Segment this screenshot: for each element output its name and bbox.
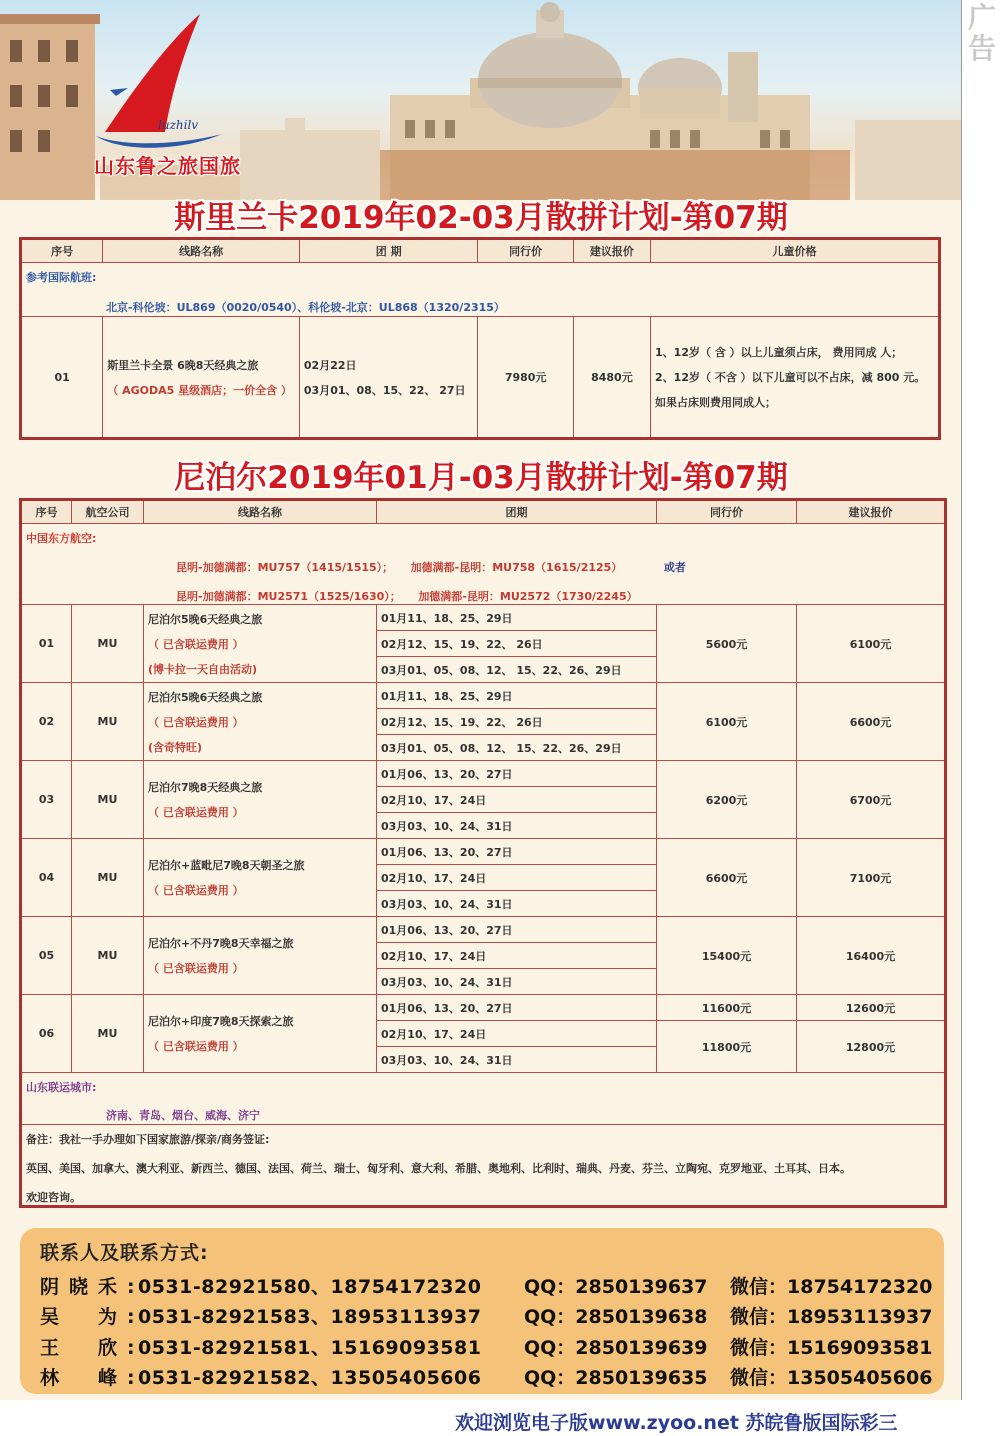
nepal-city-row (21, 1073, 946, 1125)
contact-qq: QQ：2850139635 (524, 1367, 708, 1389)
srilanka-header-row (21, 239, 940, 263)
contact-phone: 0531-82921583、18953113937 (138, 1306, 482, 1328)
row-airline: MU (72, 839, 144, 917)
row-no: 04 (21, 839, 72, 917)
route-note: （ 已含联运费用 ） (148, 806, 244, 819)
row-no: 02 (21, 683, 72, 761)
remark-title: 备注：我社一手办理如下国家旅游/探亲/商务签证: (26, 1133, 270, 1146)
contact-name: 吴 为: (40, 1306, 145, 1328)
ad-label: 广告 (967, 1, 996, 65)
city-list: 济南、青岛、烟台、威海、济宁 (106, 1109, 260, 1122)
nepal-rows (21, 605, 946, 1073)
row-no: 05 (21, 917, 72, 995)
row-date: 02月12、15、19、22、 26日 (377, 631, 657, 657)
row-no: 06 (21, 995, 72, 1073)
row-airline: MU (72, 605, 144, 683)
row-suggest-price: 6600元 (797, 683, 946, 761)
contact-wechat: 微信：13505405606 (730, 1367, 933, 1389)
row-suggest-price: 12600元 (797, 995, 946, 1021)
nepal-table (19, 498, 947, 1208)
header-route: 线路名称 (144, 500, 377, 524)
row-child-price (651, 317, 940, 439)
contact-phone: 0531-82921582、13505405606 (138, 1367, 482, 1389)
row-date: 01月11、18、25、29日 (377, 605, 657, 631)
row-route (144, 917, 377, 995)
route-name: 尼泊尔+蓝毗尼7晚8天朝圣之旅 (148, 859, 305, 872)
table-row (21, 605, 946, 631)
route-note: （ 已含联运费用 ） (148, 637, 244, 651)
row-suggest-price: 8480元 (573, 317, 650, 439)
flight1-back: 加德满都-昆明：MU758（1615/2125） (410, 561, 623, 574)
row-date: 02月10、17、24日 (377, 787, 657, 813)
header-route: 线路名称 (103, 239, 300, 263)
child-line2: 2、12岁（ 不含 ）以下儿童可以不占床，减 800 元。 (655, 371, 926, 384)
row-peer-price: 11800元 (657, 1021, 797, 1073)
row-date: 01月11、18、25、29日 (377, 683, 657, 709)
flight1-out: 昆明-加德满都：MU757（1415/1515）； (176, 561, 394, 574)
contact-heading: 联系人及联系方式: (40, 1242, 209, 1264)
row-no: 01 (21, 605, 72, 683)
flight-or: 或者 (663, 561, 686, 574)
row-suggest-price: 16400元 (797, 917, 946, 995)
header-dates: 团 期 (299, 239, 478, 263)
header-peer-price: 同行价 (478, 239, 573, 263)
remark-countries: 英国、美国、加拿大、澳大利亚、新西兰、德国、法国、荷兰、瑞士、匈牙利、意大利、希腊、奥地利、比利时、瑞典、丹麦、芬兰、立陶宛、克罗地亚、土耳其、日本。 (26, 1162, 851, 1175)
nepal-remark-row (21, 1125, 946, 1207)
row-route (144, 761, 377, 839)
row-date: 03月03、10、24、31日 (377, 1047, 657, 1073)
table-row (21, 995, 946, 1021)
flight-note-title: 参考国际航班: (26, 271, 97, 284)
route-name: 尼泊尔+印度7晚8天探索之旅 (148, 1015, 294, 1028)
row-date: 02月10、17、24日 (377, 865, 657, 891)
header-peer-price: 同行价 (657, 500, 797, 524)
row-peer-price: 6600元 (657, 839, 797, 917)
srilanka-flight-row (21, 263, 940, 317)
table-row (21, 761, 946, 787)
contact-name: 王 欣: (40, 1337, 145, 1359)
flight-note-line: 北京-科伦坡：UL869（0020/0540）、科伦坡-北京：UL868（1320/2315） (106, 301, 505, 314)
table-row (21, 683, 946, 709)
row-date: 01月06、13、20、27日 (377, 839, 657, 865)
row-route (103, 317, 300, 439)
flight2-out: 昆明-加德满都：MU2571（1525/1630）； (176, 590, 401, 603)
row-peer-price: 7980元 (478, 317, 573, 439)
contact-qq: QQ：2850139637 (524, 1276, 708, 1298)
row-date: 01月06、13、20、27日 (377, 995, 657, 1021)
header-airline: 航空公司 (72, 500, 144, 524)
header-child-price: 儿童价格 (651, 239, 940, 263)
row-peer-price: 15400元 (657, 917, 797, 995)
row-suggest-price: 7100元 (797, 839, 946, 917)
row-airline: MU (72, 917, 144, 995)
flight2-back: 加德满都-昆明：MU2572（1730/2245） (418, 590, 638, 603)
contact-wechat: 微信：15169093581 (730, 1337, 933, 1359)
header-no: 序号 (21, 239, 103, 263)
row-date: 03月03、10、24、31日 (377, 969, 657, 995)
route-note: （ 已含联运费用 ） (148, 884, 244, 897)
row-date: 03月03、10、24、31日 (377, 813, 657, 839)
row-route (144, 605, 377, 683)
route-extra: (博卡拉一天自由活动) (148, 662, 258, 676)
row-suggest-price: 6100元 (797, 605, 946, 683)
row-no: 01 (21, 317, 103, 439)
route-line1: 斯里兰卡全景 6晚8天经典之旅 (107, 358, 259, 372)
route-note: （ 已含联运费用 ） (148, 962, 244, 975)
table-row (21, 317, 940, 439)
row-no: 03 (21, 761, 72, 839)
row-route (144, 839, 377, 917)
row-airline: MU (72, 995, 144, 1073)
row-dates (299, 317, 478, 439)
contact-qq: QQ：2850139638 (524, 1306, 708, 1328)
contact-qq: QQ：2850139639 (524, 1337, 708, 1359)
contact-phone: 0531-82921581、15169093581 (138, 1337, 482, 1359)
nepal-flight-row (21, 524, 946, 605)
srilanka-title: 斯里兰卡2019年02-03月散拼计划-第07期 (174, 200, 788, 236)
city-title: 山东联运城市: (26, 1081, 97, 1094)
header-no: 序号 (21, 500, 72, 524)
route-name: 尼泊尔5晚6天经典之旅 (148, 612, 263, 626)
contact-name: 阴晓禾: (40, 1276, 145, 1298)
row-peer-price: 6200元 (657, 761, 797, 839)
route-name: 尼泊尔5晚6天经典之旅 (148, 690, 263, 704)
child-line3: 如果占床则费用同成人； (655, 396, 777, 409)
table-row (21, 839, 946, 865)
nepal-title: 尼泊尔2019年01月-03月散拼计划-第07期 (174, 460, 788, 496)
contact-wechat: 微信：18953113937 (730, 1306, 933, 1328)
route-extra: (含奇特旺) (148, 740, 203, 754)
row-date: 01月06、13、20、27日 (377, 761, 657, 787)
logo-name: 山东鲁之旅国旅 (94, 154, 241, 178)
row-peer-price: 5600元 (657, 605, 797, 683)
route-name: 尼泊尔+不丹7晚8天幸福之旅 (148, 937, 294, 950)
flight-line1 (176, 559, 940, 575)
route-note: （ 已含联运费用 ） (148, 715, 244, 729)
banner-image (0, 0, 962, 200)
header-suggest-price: 建议报价 (573, 239, 650, 263)
flight-line2 (176, 588, 940, 604)
row-route (144, 995, 377, 1073)
row-airline: MU (72, 683, 144, 761)
contact-phone: 0531-82921580、18754172320 (138, 1276, 482, 1298)
row-date: 03月01、05、08、12、 15、22、26、29日 (377, 657, 657, 683)
footer-link-text[interactable]: 欢迎浏览电子版www.zyoo.net 苏皖鲁版国际彩三 (455, 1412, 898, 1434)
contact-wechat: 微信：18754172320 (730, 1276, 933, 1298)
row-airline: MU (72, 761, 144, 839)
row-route (144, 683, 377, 761)
header-suggest-price: 建议报价 (797, 500, 946, 524)
row-date: 03月01、05、08、12、 15、22、26、29日 (377, 735, 657, 761)
nepal-header-row (21, 500, 946, 524)
row-date: 02月10、17、24日 (377, 1021, 657, 1047)
route-line2: （ AGODA5 星级酒店；一价全含 ） (107, 383, 292, 397)
row-suggest-price: 12800元 (797, 1021, 946, 1073)
row-date: 01月06、13、20、27日 (377, 917, 657, 943)
row-peer-price: 11600元 (657, 995, 797, 1021)
airline-title: 中国东方航空: (26, 532, 97, 545)
header-dates: 团期 (377, 500, 657, 524)
srilanka-table (19, 237, 941, 440)
contact-name: 林 峰: (40, 1367, 145, 1389)
date-line1: 02月22日 (303, 358, 357, 372)
contact-panel (20, 1228, 944, 1394)
row-date: 03月03、10、24、31日 (377, 891, 657, 917)
row-suggest-price: 6700元 (797, 761, 946, 839)
logo-script-text: luzhilv (158, 118, 199, 132)
row-peer-price: 6100元 (657, 683, 797, 761)
route-name: 尼泊尔7晚8天经典之旅 (148, 781, 263, 794)
route-note: （ 已含联运费用 ） (148, 1040, 244, 1053)
row-date: 02月10、17、24日 (377, 943, 657, 969)
date-line2: 03月01、08、15、22、 27日 (303, 383, 466, 397)
row-date: 02月12、15、19、22、 26日 (377, 709, 657, 735)
child-line1: 1、12岁（ 含 ）以上儿童须占床， 费用同成 人； (655, 346, 903, 359)
remark-end: 欢迎咨询。 (26, 1191, 81, 1204)
table-row (21, 917, 946, 943)
